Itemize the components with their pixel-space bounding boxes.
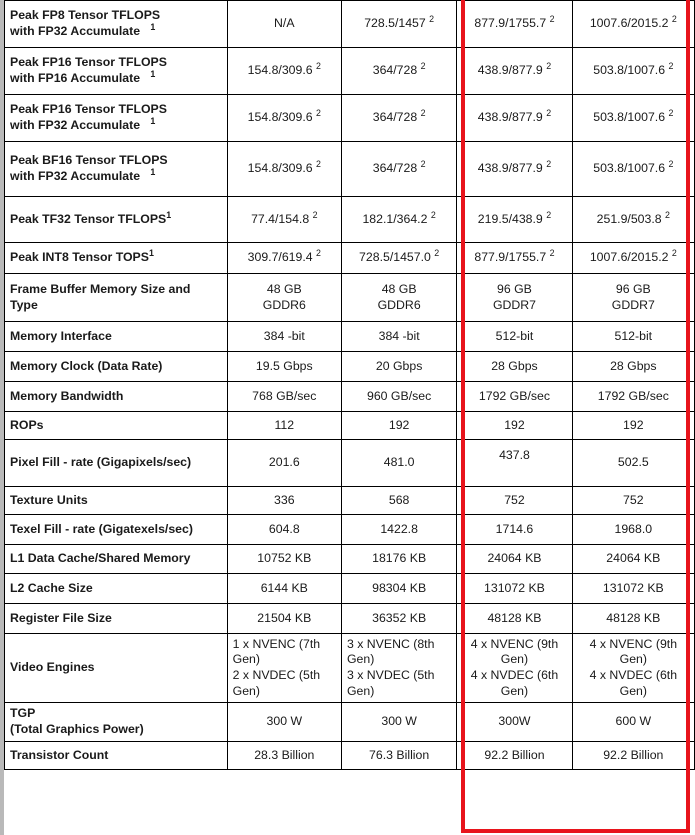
table-row (5, 95, 695, 142)
cell-value-col4: 1007.6/2015.2 $^2$ (572, 1, 694, 48)
cell-value-col2: 728.5/1457 $^2$ (341, 1, 456, 48)
value-footnote-marker: 2 (312, 209, 318, 220)
cell-value-col1: 154.8/309.6 $^2$ (227, 48, 341, 95)
cell-value-col4: 503.8/1007.6 $^2$ (572, 48, 694, 95)
value-footnote-marker: 2 (316, 61, 321, 72)
cell-value-col1: 6144 KB (227, 574, 341, 604)
cell-value-col4: 512-bit (572, 322, 694, 352)
cell-value-col4: 131072 KB (572, 574, 694, 604)
cell-value-col4: 251.9/503.8 $^2$ (572, 197, 694, 243)
cell-value-col3: 96 GB GDDR7 (457, 274, 572, 322)
row-label: Frame Buffer Memory Size and Type (5, 274, 228, 322)
cell-value-col2: 76.3 Billion (341, 742, 456, 770)
row-label: TGP (Total Graphics Power) (5, 703, 228, 742)
row-label: Memory Clock (Data Rate) (5, 352, 228, 382)
value-footnote-marker: 2 (668, 61, 674, 72)
cell-value-col2: 3 x NVENC (8th Gen) 3 x NVDEC (5th Gen) (341, 634, 456, 703)
cell-value-col4: 96 GB GDDR7 (572, 274, 694, 322)
cell-value-col2: 384 -bit (341, 322, 456, 352)
table-row (5, 545, 695, 574)
cell-value-col2: 364/728 $^2$ (341, 142, 456, 197)
table-row (5, 48, 695, 95)
cell-value-col3: 512-bit (457, 322, 572, 352)
cell-value-col1: 604.8 (227, 515, 341, 545)
table-row (5, 487, 695, 515)
cell-value-col3: 1714.6 (457, 515, 572, 545)
cell-value-col4: 1007.6/2015.2 $^2$ (572, 243, 694, 274)
cell-value-col2: 18176 KB (341, 545, 456, 574)
value-footnote-marker: 2 (420, 61, 426, 72)
cell-value-col3: 438.9/877.9 $^2$ (457, 48, 572, 95)
cell-value-col3: 219.5/438.9 $^2$ (457, 197, 572, 243)
value-footnote-marker: 2 (429, 14, 435, 25)
row-label: Video Engines (5, 634, 228, 703)
label-footnote-marker: 1 (150, 166, 156, 177)
cell-value-col3: 24064 KB (457, 545, 572, 574)
cell-value-col2: 48 GB GDDR6 (341, 274, 456, 322)
cell-value-col2: 300 W (341, 703, 456, 742)
table-row (5, 634, 695, 703)
row-label: Peak BF16 Tensor TFLOPS with FP32 Accumulate $^1$ (5, 142, 228, 197)
table-row (5, 703, 695, 742)
row-label: Peak FP8 Tensor TFLOPS with FP32 Accumulate $^1$ (5, 1, 228, 48)
cell-value-col1: 28.3 Billion (227, 742, 341, 770)
cell-value-col1: 21504 KB (227, 604, 341, 634)
value-footnote-marker: 2 (549, 14, 555, 25)
row-label: Register File Size (5, 604, 228, 634)
cell-value-col3: 438.9/877.9 $^2$ (457, 95, 572, 142)
table-row (5, 243, 695, 274)
cell-value-col4: 503.8/1007.6 $^2$ (572, 142, 694, 197)
cell-value-col2: 481.0 (341, 440, 456, 487)
spec-table-body (5, 1, 695, 770)
cell-value-col4: 48128 KB (572, 604, 694, 634)
cell-value-col1: 154.8/309.6 $^2$ (227, 95, 341, 142)
row-label: Peak FP16 Tensor TFLOPS with FP16 Accumulate $^1$ (5, 48, 228, 95)
value-footnote-marker: 2 (316, 108, 321, 119)
cell-value-col4: 502.5 (572, 440, 694, 487)
table-row (5, 382, 695, 412)
label-footnote-marker: 1 (166, 209, 172, 220)
cell-value-col4: 1792 GB/sec (572, 382, 694, 412)
cell-value-col3: 752 (457, 487, 572, 515)
cell-value-col4: 92.2 Billion (572, 742, 694, 770)
label-footnote-marker: 1 (150, 115, 156, 126)
cell-value-col1: 1 x NVENC (7th Gen) 2 x NVDEC (5th Gen) (227, 634, 341, 703)
table-row (5, 142, 695, 197)
table-row (5, 197, 695, 243)
cell-value-col3: 877.9/1755.7 $^2$ (457, 1, 572, 48)
cell-value-col4: 28 Gbps (572, 352, 694, 382)
cell-value-col4: 192 (572, 412, 694, 440)
row-label: Peak FP16 Tensor TFLOPS with FP32 Accumulate $^1$ (5, 95, 228, 142)
row-label: Texture Units (5, 487, 228, 515)
cell-value-col3: 48128 KB (457, 604, 572, 634)
row-label: Pixel Fill - rate (Gigapixels/sec) (5, 440, 228, 487)
value-footnote-marker: 2 (671, 248, 677, 259)
cell-value-col1: 309.7/619.4 $^2$ (227, 243, 341, 274)
value-footnote-marker: 2 (668, 108, 674, 119)
row-label: Peak INT8 Tensor TOPS$^1$ (5, 243, 228, 274)
cell-value-col3: 4 x NVENC (9th Gen) 4 x NVDEC (6th Gen) (457, 634, 572, 703)
cell-value-col1: 154.8/309.6 $^2$ (227, 142, 341, 197)
cell-value-col3: 192 (457, 412, 572, 440)
table-row (5, 742, 695, 770)
value-footnote-marker: 2 (549, 248, 555, 259)
value-footnote-marker: 2 (546, 108, 552, 119)
table-row (5, 322, 695, 352)
cell-value-col2: 728.5/1457.0 $^2$ (341, 243, 456, 274)
cell-value-col1: 48 GB GDDR6 (227, 274, 341, 322)
value-footnote-marker: 2 (671, 14, 677, 25)
value-footnote-marker: 2 (668, 159, 674, 170)
cell-value-col3: 437.8 (457, 440, 572, 487)
cell-value-col2: 20 Gbps (341, 352, 456, 382)
cell-value-col1: 384 -bit (227, 322, 341, 352)
gpu-specification-table (4, 0, 695, 770)
table-row (5, 604, 695, 634)
cell-value-col3: 1792 GB/sec (457, 382, 572, 412)
cell-value-col1: 19.5 Gbps (227, 352, 341, 382)
cell-value-col2: 1422.8 (341, 515, 456, 545)
cell-value-col1: 201.6 (227, 440, 341, 487)
cell-value-col3: 438.9/877.9 $^2$ (457, 142, 572, 197)
value-footnote-marker: 2 (316, 159, 321, 170)
cell-value-col2: 98304 KB (341, 574, 456, 604)
row-label: Peak TF32 Tensor TFLOPS$^1$ (5, 197, 228, 243)
row-label: Transistor Count (5, 742, 228, 770)
cell-value-col4: 24064 KB (572, 545, 694, 574)
cell-value-col1: 300 W (227, 703, 341, 742)
cell-value-col3: 28 Gbps (457, 352, 572, 382)
table-row (5, 412, 695, 440)
value-footnote-marker: 2 (665, 209, 670, 220)
cell-value-col4: 752 (572, 487, 694, 515)
cell-value-col1: 10752 KB (227, 545, 341, 574)
table-row (5, 352, 695, 382)
cell-value-col2: 568 (341, 487, 456, 515)
value-footnote-marker: 2 (420, 159, 426, 170)
row-label: L2 Cache Size (5, 574, 228, 604)
cell-value-col4: 1968.0 (572, 515, 694, 545)
cell-value-col4: 600 W (572, 703, 694, 742)
table-row (5, 574, 695, 604)
cell-value-col3: 300W (457, 703, 572, 742)
cell-value-col1: 112 (227, 412, 341, 440)
cell-value-col2: 192 (341, 412, 456, 440)
cell-value-col2: 36352 KB (341, 604, 456, 634)
value-footnote-marker: 2 (546, 61, 552, 72)
row-label: Memory Bandwidth (5, 382, 228, 412)
cell-value-col3: 131072 KB (457, 574, 572, 604)
cell-value-col1: 768 GB/sec (227, 382, 341, 412)
label-footnote-marker: 1 (148, 248, 154, 259)
cell-value-col2: 364/728 $^2$ (341, 95, 456, 142)
cell-value-col1: 77.4/154.8 $^2$ (227, 197, 341, 243)
value-footnote-marker: 2 (434, 248, 440, 259)
table-row (5, 440, 695, 487)
cell-value-col1: N/A (227, 1, 341, 48)
cell-value-col3: 877.9/1755.7 $^2$ (457, 243, 572, 274)
cell-value-col2: 182.1/364.2 $^2$ (341, 197, 456, 243)
cell-value-col3: 92.2 Billion (457, 742, 572, 770)
page-left-edge-strip (0, 0, 4, 835)
label-footnote-marker: 1 (150, 21, 156, 32)
cell-value-col1: 336 (227, 487, 341, 515)
row-label: Texel Fill - rate (Gigatexels/sec) (5, 515, 228, 545)
value-footnote-marker: 2 (316, 248, 321, 259)
table-row (5, 274, 695, 322)
row-label: Memory Interface (5, 322, 228, 352)
label-footnote-marker: 1 (150, 68, 156, 79)
value-footnote-marker: 2 (430, 209, 436, 220)
value-footnote-marker: 2 (546, 159, 552, 170)
table-row (5, 1, 695, 48)
row-label: L1 Data Cache/Shared Memory (5, 545, 228, 574)
cell-value-col2: 960 GB/sec (341, 382, 456, 412)
cell-value-col2: 364/728 $^2$ (341, 48, 456, 95)
table-row (5, 515, 695, 545)
cell-value-col4: 503.8/1007.6 $^2$ (572, 95, 694, 142)
cell-value-col4: 4 x NVENC (9th Gen) 4 x NVDEC (6th Gen) (572, 634, 694, 703)
value-footnote-marker: 2 (546, 209, 552, 220)
value-footnote-marker: 2 (420, 108, 426, 119)
row-label: ROPs (5, 412, 228, 440)
